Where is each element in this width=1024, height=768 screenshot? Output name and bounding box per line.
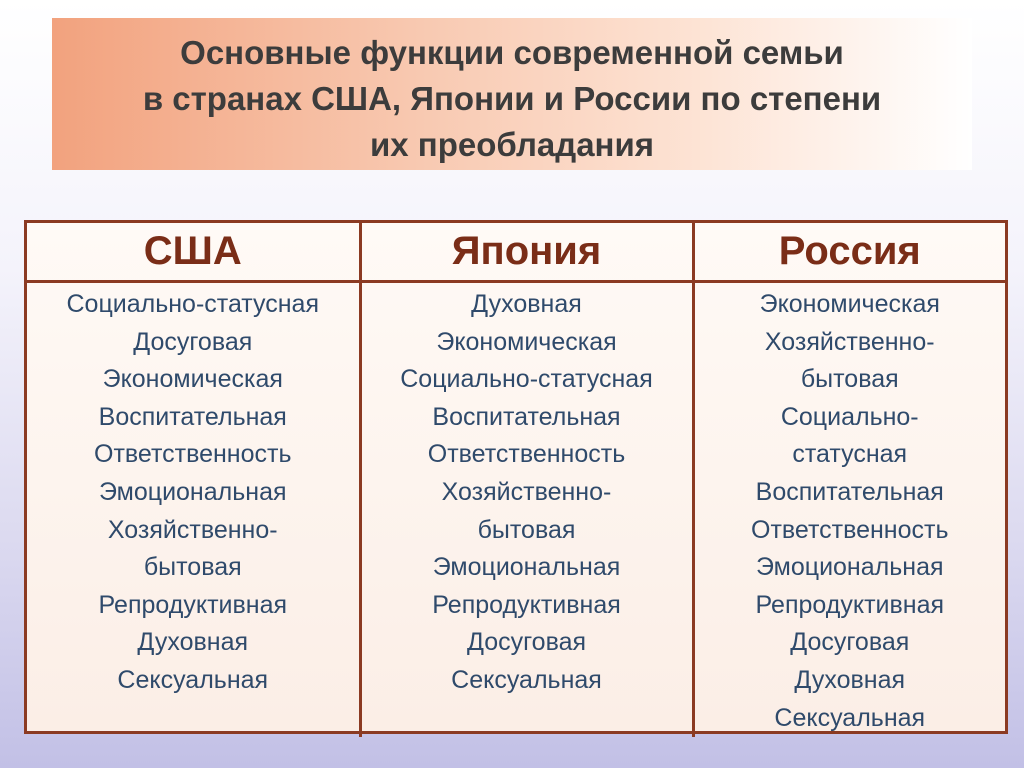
list-item: Социально- bbox=[780, 402, 919, 431]
list-item: Сексуальная bbox=[774, 703, 926, 732]
list-item: Репродуктивная bbox=[755, 590, 945, 619]
list-item: Экономическая bbox=[759, 290, 940, 318]
list-item: Социально-статусная bbox=[400, 365, 653, 394]
list-item: Сексуальная bbox=[117, 665, 269, 694]
title-line-1: Основные функции современной семьи bbox=[180, 34, 844, 71]
functions-table-grid bbox=[27, 223, 1005, 737]
column-russia bbox=[693, 282, 1005, 738]
list-item: статусная bbox=[792, 440, 908, 469]
list-item: Хозяйственно- bbox=[441, 477, 612, 506]
list-item: Воспитательная bbox=[98, 402, 287, 431]
list-item: Ответственность bbox=[94, 440, 292, 469]
title-line-3: их преобладания bbox=[369, 126, 655, 163]
list-item: Досуговая bbox=[133, 327, 253, 356]
functions-table bbox=[24, 220, 1008, 734]
list-item: Экономическая bbox=[102, 365, 283, 394]
header-japan: Япония bbox=[360, 223, 693, 282]
list-item: Духовная bbox=[471, 290, 582, 318]
table-header-row bbox=[27, 223, 1005, 282]
list-item: бытовая bbox=[477, 515, 576, 544]
list-item: Эмоциональная bbox=[432, 553, 621, 582]
header-usa: США bbox=[27, 223, 360, 282]
table-body-row bbox=[27, 282, 1005, 738]
list-item: Досуговая bbox=[466, 628, 587, 657]
list-item: Сексуальная bbox=[451, 665, 602, 694]
list-item: Эмоциональная bbox=[98, 477, 287, 506]
column-usa bbox=[27, 282, 360, 738]
list-item: Духовная bbox=[794, 665, 906, 694]
list-item: Воспитательная bbox=[432, 402, 621, 431]
list-item: бытовая bbox=[800, 365, 899, 394]
list-item: Воспитательная bbox=[755, 477, 944, 506]
list-item: Репродуктивная bbox=[432, 590, 621, 619]
column-japan bbox=[360, 282, 693, 738]
slide-title-box bbox=[52, 18, 972, 170]
title-line-2: в странах США, Японии и России по степени bbox=[142, 80, 882, 117]
list-item: Экономическая bbox=[436, 327, 617, 356]
list-item: Эмоциональная bbox=[755, 553, 944, 582]
list-item: Хозяйственно- bbox=[107, 515, 278, 544]
list-item: Репродуктивная bbox=[98, 590, 288, 619]
list-item: Хозяйственно- bbox=[764, 327, 935, 356]
list-item: Социально-статусная bbox=[66, 290, 319, 318]
list-item: Ответственность bbox=[751, 515, 949, 544]
list-item: Ответственность bbox=[427, 440, 626, 469]
list-item: Духовная bbox=[137, 628, 249, 657]
list-item: Досуговая bbox=[790, 628, 910, 657]
list-item: бытовая bbox=[143, 553, 242, 582]
header-russia: Россия bbox=[693, 223, 1005, 282]
